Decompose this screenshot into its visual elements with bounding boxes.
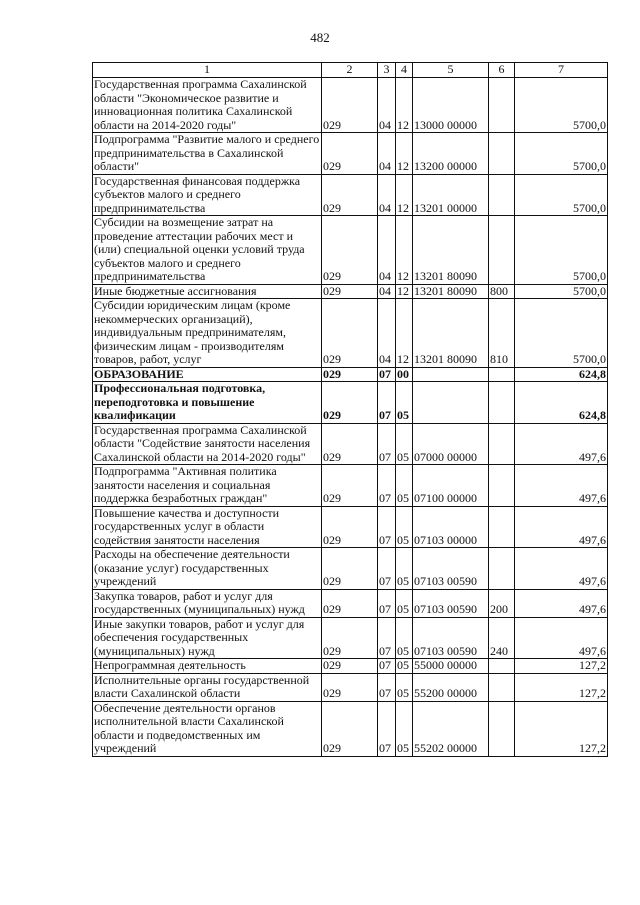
row-name: Иные закупки товаров, работ и услуг для обеспечения государственных (муниципальных) нужд — [93, 617, 322, 659]
row-section: 04 — [378, 133, 396, 175]
row-target-article: 07103 00590 — [413, 548, 489, 590]
row-section: 07 — [378, 465, 396, 507]
row-name: Государственная программа Сахалинской области "Экономическое развитие и инновационная политика Сахалинской области на 2014-2020 годы" — [93, 78, 322, 133]
row-target-article: 55202 00000 — [413, 701, 489, 756]
row-grbs: 029 — [322, 78, 378, 133]
row-amount: 497,6 — [515, 589, 608, 617]
row-grbs: 029 — [322, 617, 378, 659]
row-target-article: 07100 00000 — [413, 465, 489, 507]
row-name: Государственная финансовая поддержка субъектов малого и среднего предпринимательства — [93, 174, 322, 216]
row-target-article: 13201 80090 — [413, 299, 489, 368]
row-subsection: 12 — [396, 284, 413, 299]
col-header: 4 — [396, 63, 413, 78]
row-expense-type — [489, 367, 515, 382]
table-row — [93, 701, 608, 756]
row-target-article: 13201 00000 — [413, 174, 489, 216]
row-section: 07 — [378, 548, 396, 590]
row-subsection: 12 — [396, 216, 413, 285]
row-expense-type — [489, 548, 515, 590]
header-row — [93, 63, 608, 78]
row-target-article: 13201 80090 — [413, 284, 489, 299]
row-amount: 5700,0 — [515, 174, 608, 216]
row-amount: 497,6 — [515, 617, 608, 659]
row-expense-type — [489, 701, 515, 756]
col-header: 7 — [515, 63, 608, 78]
row-section: 07 — [378, 589, 396, 617]
row-name: Исполнительные органы государственной власти Сахалинской области — [93, 673, 322, 701]
row-name: Подпрограмма "Активная политика занятости населения и социальная поддержка безработных граждан" — [93, 465, 322, 507]
row-target-article — [413, 382, 489, 424]
row-expense-type — [489, 174, 515, 216]
row-grbs: 029 — [322, 465, 378, 507]
row-subsection: 05 — [396, 548, 413, 590]
row-name: Иные бюджетные ассигнования — [93, 284, 322, 299]
table-row — [93, 659, 608, 674]
row-section: 07 — [378, 367, 396, 382]
row-expense-type: 800 — [489, 284, 515, 299]
row-subsection: 05 — [396, 506, 413, 548]
table-row — [93, 589, 608, 617]
row-expense-type — [489, 78, 515, 133]
col-header: 1 — [93, 63, 322, 78]
page-number: 482 — [310, 30, 330, 45]
row-subsection: 05 — [396, 701, 413, 756]
row-amount: 497,6 — [515, 465, 608, 507]
row-expense-type — [489, 423, 515, 465]
row-target-article: 13200 00000 — [413, 133, 489, 175]
row-name: Государственная программа Сахалинской области "Содействие занятости населения Сахалинской области на 2014-2020 годы" — [93, 423, 322, 465]
row-grbs: 029 — [322, 506, 378, 548]
row-name: Повышение качества и доступности государственных услуг в области содействия занятости населения — [93, 506, 322, 548]
row-name: Субсидии на возмещение затрат на проведение аттестации рабочих мест и (или) специальной оценки условий труда субъектов малого и среднего предпринимательства — [93, 216, 322, 285]
row-expense-type: 240 — [489, 617, 515, 659]
row-amount: 127,2 — [515, 673, 608, 701]
row-expense-type — [489, 506, 515, 548]
row-subsection: 05 — [396, 659, 413, 674]
row-amount: 5700,0 — [515, 216, 608, 285]
row-amount: 127,2 — [515, 701, 608, 756]
row-amount: 5700,0 — [515, 78, 608, 133]
row-name: ОБРАЗОВАНИЕ — [93, 367, 322, 382]
row-subsection: 12 — [396, 299, 413, 368]
row-expense-type — [489, 216, 515, 285]
row-expense-type — [489, 382, 515, 424]
row-amount: 497,6 — [515, 423, 608, 465]
row-subsection: 05 — [396, 465, 413, 507]
row-target-article: 55200 00000 — [413, 673, 489, 701]
row-name: Обеспечение деятельности органов исполнительной власти Сахалинской области и подведомственных им учреждений — [93, 701, 322, 756]
table-row — [93, 506, 608, 548]
row-name: Профессиональная подготовка, переподготовка и повышение квалификации — [93, 382, 322, 424]
table-row — [93, 382, 608, 424]
row-subsection: 12 — [396, 174, 413, 216]
row-target-article: 55000 00000 — [413, 659, 489, 674]
row-expense-type — [489, 673, 515, 701]
row-section: 07 — [378, 382, 396, 424]
row-grbs: 029 — [322, 284, 378, 299]
row-section: 07 — [378, 506, 396, 548]
row-amount: 5700,0 — [515, 284, 608, 299]
row-amount: 624,8 — [515, 367, 608, 382]
row-grbs: 029 — [322, 423, 378, 465]
table-row — [93, 284, 608, 299]
row-section: 07 — [378, 673, 396, 701]
row-section: 04 — [378, 78, 396, 133]
row-target-article: 13201 80090 — [413, 216, 489, 285]
row-grbs: 029 — [322, 589, 378, 617]
row-section: 04 — [378, 299, 396, 368]
row-grbs: 029 — [322, 701, 378, 756]
table-row — [93, 673, 608, 701]
row-section: 04 — [378, 284, 396, 299]
row-grbs: 029 — [322, 367, 378, 382]
table-row — [93, 548, 608, 590]
row-name: Закупка товаров, работ и услуг для государственных (муниципальных) нужд — [93, 589, 322, 617]
row-amount: 5700,0 — [515, 133, 608, 175]
row-grbs: 029 — [322, 659, 378, 674]
row-subsection: 05 — [396, 589, 413, 617]
row-grbs: 029 — [322, 673, 378, 701]
row-section: 07 — [378, 617, 396, 659]
row-section: 04 — [378, 174, 396, 216]
row-subsection: 12 — [396, 133, 413, 175]
row-expense-type — [489, 133, 515, 175]
row-section: 07 — [378, 659, 396, 674]
row-target-article: 07000 00000 — [413, 423, 489, 465]
row-expense-type: 200 — [489, 589, 515, 617]
row-expense-type — [489, 465, 515, 507]
row-subsection: 05 — [396, 382, 413, 424]
row-subsection: 12 — [396, 78, 413, 133]
row-amount: 497,6 — [515, 548, 608, 590]
row-target-article: 07103 00000 — [413, 506, 489, 548]
row-grbs: 029 — [322, 299, 378, 368]
col-header: 3 — [378, 63, 396, 78]
row-expense-type — [489, 659, 515, 674]
row-amount: 624,8 — [515, 382, 608, 424]
row-amount: 127,2 — [515, 659, 608, 674]
budget-table — [92, 62, 608, 757]
row-expense-type: 810 — [489, 299, 515, 368]
table-row — [93, 216, 608, 285]
row-grbs: 029 — [322, 133, 378, 175]
table-row — [93, 78, 608, 133]
row-name: Подпрограмма "Развитие малого и среднего предпринимательства в Сахалинской области" — [93, 133, 322, 175]
table-row — [93, 465, 608, 507]
table-row — [93, 133, 608, 175]
row-subsection: 00 — [396, 367, 413, 382]
row-name: Непрограммная деятельность — [93, 659, 322, 674]
row-grbs: 029 — [322, 174, 378, 216]
row-amount: 5700,0 — [515, 299, 608, 368]
row-subsection: 05 — [396, 423, 413, 465]
table-row — [93, 174, 608, 216]
row-grbs: 029 — [322, 548, 378, 590]
row-target-article: 07103 00590 — [413, 589, 489, 617]
row-grbs: 029 — [322, 216, 378, 285]
row-target-article: 07103 00590 — [413, 617, 489, 659]
row-target-article — [413, 367, 489, 382]
row-section: 07 — [378, 423, 396, 465]
row-amount: 497,6 — [515, 506, 608, 548]
row-target-article: 13000 00000 — [413, 78, 489, 133]
row-section: 07 — [378, 701, 396, 756]
table-row — [93, 617, 608, 659]
row-subsection: 05 — [396, 673, 413, 701]
row-name: Субсидии юридическим лицам (кроме некоммерческих организаций), индивидуальным предпринимателям, физическим лицам - производителям товаров, работ, услуг — [93, 299, 322, 368]
table-row — [93, 299, 608, 368]
col-header: 6 — [489, 63, 515, 78]
row-name: Расходы на обеспечение деятельности (оказание услуг) государственных учреждений — [93, 548, 322, 590]
table-row — [93, 423, 608, 465]
col-header: 5 — [413, 63, 489, 78]
row-subsection: 05 — [396, 617, 413, 659]
row-grbs: 029 — [322, 382, 378, 424]
col-header: 2 — [322, 63, 378, 78]
row-section: 04 — [378, 216, 396, 285]
table-row — [93, 367, 608, 382]
